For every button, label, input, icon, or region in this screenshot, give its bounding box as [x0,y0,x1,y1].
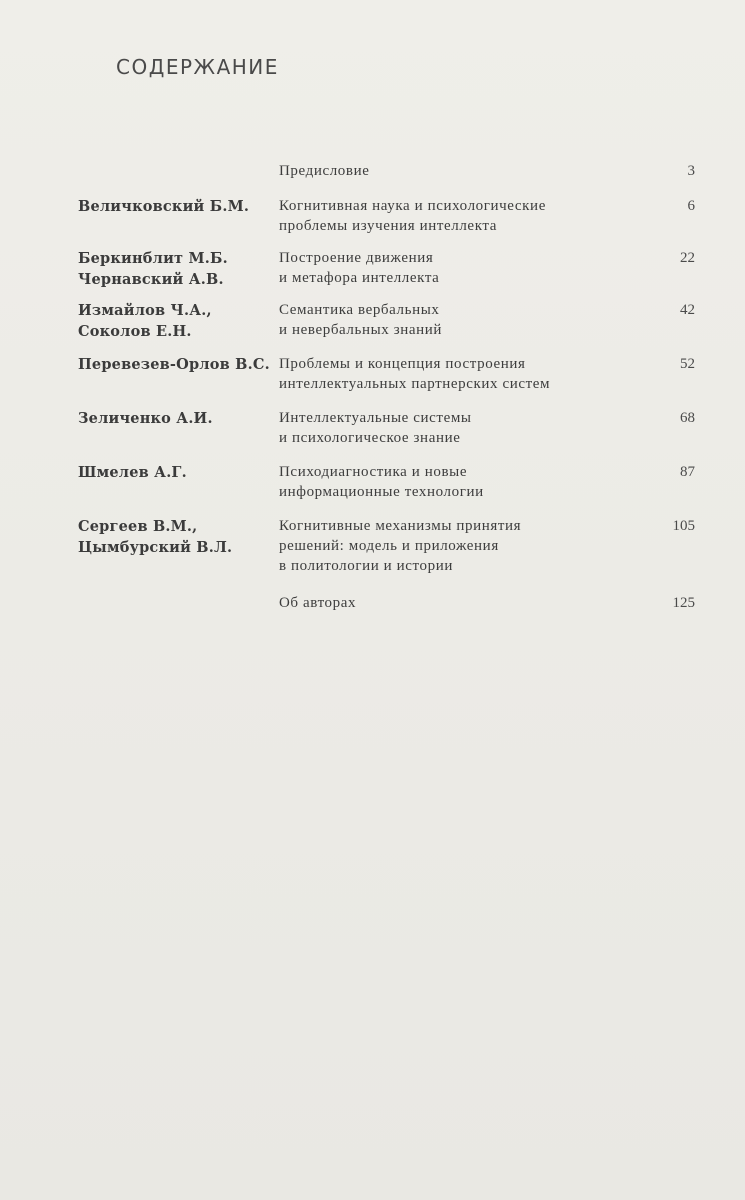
toc-title-line: Предисловие [279,163,370,179]
toc-author-line: Соколов Е.Н. [78,323,192,340]
toc-page-number: 105 [672,518,695,534]
toc-title-line: Психодиагностика и новые [279,464,468,480]
toc-author-line: Величковский Б.М. [78,198,250,215]
toc-author-line: Измайлов Ч.А., [78,302,212,319]
toc-entry-authors [78,248,278,290]
toc-entry-title [279,516,649,576]
toc-entry-title [279,593,649,613]
toc-entry-authors [78,516,278,558]
toc-author-line: Шмелев А.Г. [78,464,187,481]
toc-entry-title [279,462,649,502]
toc-title-line: и психологическое знание [279,430,461,446]
toc-title-line: Об авторах [279,595,357,611]
toc-entry-title [279,196,649,236]
toc-author-line: Чернавский А.В. [78,271,224,288]
toc-entry-title [279,354,649,394]
toc-title-line: и невербальных знаний [279,322,443,338]
toc-entry-authors [78,408,278,429]
toc-entry-title [279,300,649,340]
toc-title-line: информационные технологии [279,484,484,500]
toc-entry-authors [78,300,278,342]
toc-page-number: 3 [687,163,695,179]
toc-title-line: проблемы изучения интеллекта [279,218,497,234]
toc-title-line: решений: модель и приложения [279,538,499,554]
toc-entry-title [279,248,649,288]
toc-title-line: Проблемы и концепция построения [279,356,526,372]
toc-author-line: Беркинблит М.Б. [78,250,228,267]
toc-title-line: Когнитивная наука и психологические [279,198,546,214]
toc-page-number: 22 [680,250,695,266]
toc-title-line: в политологии и истории [279,558,453,574]
toc-page-number: 52 [680,356,695,372]
toc-entry-authors [78,196,278,217]
contents-heading: СОДЕРЖАНИЕ [116,55,279,79]
toc-author-line: Зеличенко А.И. [78,410,213,427]
toc-author-line: Перевезев-Орлов В.С. [78,356,270,373]
toc-title-line: Интеллектуальные системы [279,410,472,426]
toc-entry-authors [78,354,278,375]
toc-title-line: Построение движения [279,250,434,266]
toc-title-line: Семантика вербальных [279,302,440,318]
toc-entry-authors [78,462,278,483]
toc-page-number: 125 [672,595,695,611]
toc-entry-title [279,161,649,181]
toc-page-number: 68 [680,410,695,426]
toc-title-line: и метафора интеллекта [279,270,440,286]
toc-entry-title [279,408,649,448]
toc-title-line: Когнитивные механизмы принятия [279,518,522,534]
toc-page-number: 87 [680,464,695,480]
toc-title-line: интеллектуальных партнерских систем [279,376,551,392]
toc-author-line: Цымбурский В.Л. [78,539,233,556]
toc-author-line: Сергеев В.М., [78,518,198,535]
toc-page-number: 6 [687,198,695,214]
toc-page-number: 42 [680,302,695,318]
